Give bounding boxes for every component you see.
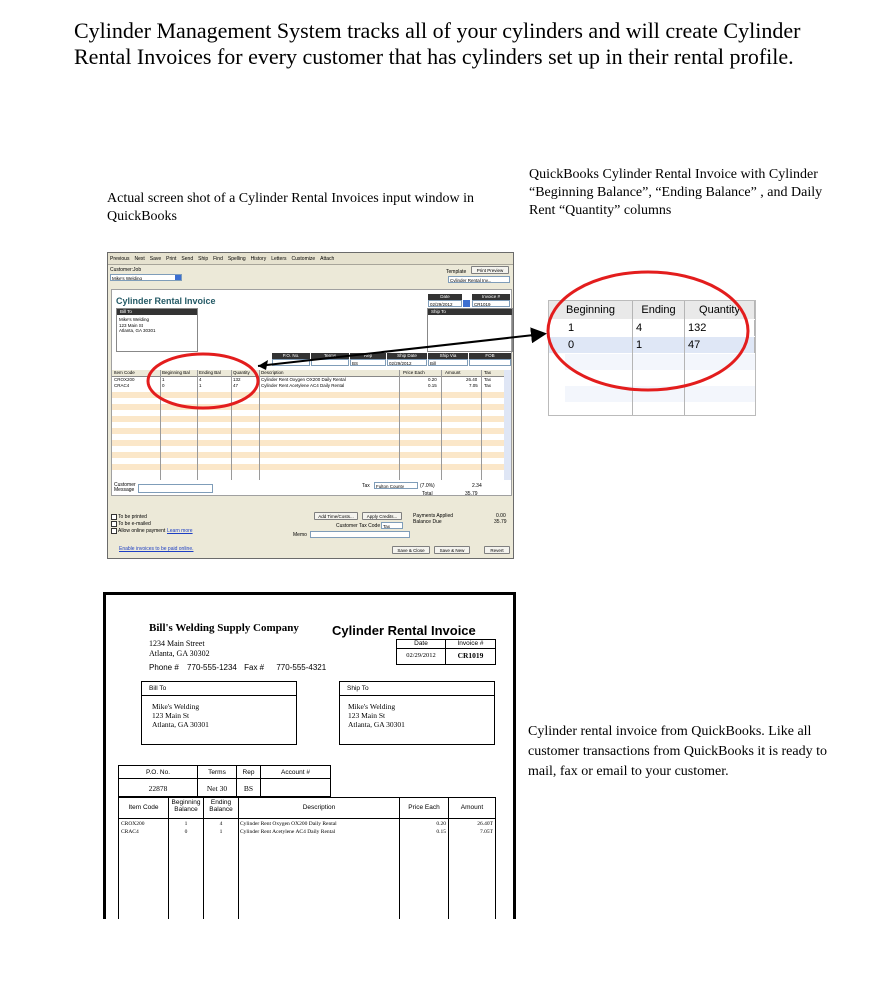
learn-more-link[interactable]: Learn more [167, 528, 193, 534]
customer-job-label: Customer:Job [110, 267, 142, 273]
customer-job-select[interactable]: Mike's Welding [110, 274, 182, 281]
bill-to-label: Bill To [149, 685, 167, 692]
total-amount: 35.79 [465, 491, 478, 497]
balance-due-label: Balance Due [413, 519, 442, 525]
grid-header: Price Each [403, 370, 425, 375]
account-header: Account # [281, 769, 310, 776]
grid-header: Quantity [233, 370, 250, 375]
tax-label: Tax [362, 483, 370, 489]
grid-header: Description [261, 370, 284, 375]
payments-applied-label: Payments Applied [413, 513, 454, 519]
printed-invoice [103, 592, 516, 919]
beginning-balance: 1 [184, 821, 188, 827]
ship-to-line: 123 Main St [348, 711, 386, 720]
toolbar-letters-button[interactable]: Letters [271, 255, 287, 262]
customer-tax-code-select[interactable]: Tax [381, 522, 403, 529]
table-row [119, 828, 495, 836]
invoice-no-field[interactable]: CR1019 [472, 300, 510, 307]
toolbar-ship-button[interactable]: Ship [198, 255, 209, 262]
tax-district-select[interactable]: Fulton County [374, 482, 418, 489]
caption-quickbooks-columns: QuickBooks Cylinder Rental Invoice with Cylinder “Beginning Balance”, “Ending Balance” , and Daily Rent “Quantity” columns [529, 167, 823, 218]
grid-header: Beginning Bal [162, 370, 190, 375]
description: Cylinder Rent Acetylene AC4 Daily Rental [261, 383, 345, 388]
payments-applied-value: 0.00 [496, 513, 506, 519]
bill-to-line: Atlanta, GA 30301 [152, 720, 209, 729]
item-code: CROX200 [121, 821, 145, 827]
zoom-header-beginning: Beginning [549, 301, 633, 319]
beginning-balance-header: Beginning Balance [171, 799, 201, 813]
description: Cylinder Rent Acetylene AC4 Daily Rental [240, 829, 336, 835]
balance-due-value: 35.79 [494, 519, 507, 525]
terms-value: Net 30 [206, 784, 228, 793]
print-preview-button[interactable]: Print Preview [471, 266, 509, 274]
headline: Cylinder Management System tracks all of your cylinders and will create Cylinder Rental Invoices for every customer that has cylinders set up in their rental profile. [74, 18, 801, 69]
highlight-ellipse-screenshot [148, 354, 258, 408]
date-invoice-box [396, 639, 496, 665]
quantity: 47 [233, 383, 239, 388]
ship-date-header: Ship Date [387, 353, 427, 359]
customer-message-label: Customer Message [114, 482, 136, 493]
grid-header: Tax [484, 370, 492, 375]
price-each: 0.20 [436, 821, 446, 827]
toolbar-attach-button[interactable]: Attach [320, 255, 335, 262]
toolbar-history-button[interactable]: History [250, 255, 267, 262]
total-label: Total [422, 491, 433, 497]
invoice-no-label: Invoice # [457, 640, 484, 647]
invoice-number: CR1019 [457, 651, 484, 660]
company-address [149, 639, 210, 659]
apply-credits-button[interactable]: Apply Credits... [362, 512, 402, 520]
items-table [118, 797, 496, 919]
company-name: Bill's Welding Supply Company [149, 622, 299, 634]
amount: 7.05 [469, 383, 478, 388]
customer-tax-code-label: Customer Tax Code [336, 523, 381, 529]
zoom-ending: 1 [633, 337, 685, 353]
fax-label: Fax # [244, 663, 265, 672]
ship-to-line: Atlanta, GA 30301 [348, 720, 405, 729]
terms-header: Terms [311, 353, 349, 359]
add-time-costs-button[interactable]: Add Time/Costs... [314, 512, 358, 520]
item-code-header: Item Code [128, 804, 159, 811]
template-label: Template [446, 269, 467, 275]
tax: Tax [484, 383, 492, 388]
fax-value: 770-555-4321 [276, 663, 327, 672]
zoom-header-quantity: Quantity [685, 301, 755, 319]
bill-to-line: Atlanta, GA 30301 [119, 328, 156, 333]
beginning-bal: 0 [162, 383, 165, 388]
rep-field[interactable]: BS [350, 359, 386, 366]
price-each: 0.15 [436, 829, 446, 835]
phone-label: Phone # [149, 663, 179, 672]
bill-to-line: Mike's Welding [119, 317, 150, 322]
toolbar-spelling-button[interactable]: Spelling [227, 255, 246, 262]
invoice-date: 02/29/2012 [406, 652, 436, 659]
date-label: Date [414, 640, 428, 647]
toolbar-print-button[interactable]: Print [166, 255, 177, 262]
amount: 26.40T [477, 821, 493, 827]
ship-to-line: Mike's Welding [348, 702, 396, 711]
toolbar-previous-button[interactable]: Previous [110, 255, 130, 262]
enable-online-link[interactable]: Enable invoices to be paid online. [119, 546, 194, 552]
zoom-header-ending: Ending [633, 301, 685, 319]
rep-header: Rep [350, 353, 386, 359]
grid-header: Ending Bal [199, 370, 221, 375]
allow-online-label: Allow online payment [118, 528, 166, 534]
toolbar-save-button[interactable]: Save [149, 255, 162, 262]
bill-to-line: Mike's Welding [152, 702, 200, 711]
form-title: Cylinder Rental Invoice [116, 296, 216, 306]
ship-date-field[interactable]: 02/29/2012 [387, 359, 427, 366]
caption-screenshot: Actual screen shot of a Cylinder Rental Invoices input window in QuickBooks [107, 191, 475, 224]
ending-bal: 1 [199, 383, 202, 388]
date-label: Date [428, 294, 462, 300]
terms-header: Terms [208, 769, 226, 776]
quantity: 132 [233, 377, 241, 382]
po-value: 22878 [148, 784, 168, 793]
address-line: Atlanta, GA 30302 [149, 649, 210, 658]
table-row [119, 820, 495, 828]
item-code: CRAC4 [114, 383, 130, 388]
rep-value: BS [243, 784, 254, 793]
rep-header: Rep [242, 769, 255, 776]
po-header: P.O. No. [145, 769, 171, 776]
bill-to-box [141, 681, 297, 745]
toolbar-next-button[interactable]: Next [134, 255, 145, 262]
fob-header: FOB [469, 353, 511, 359]
arrow-connector [258, 334, 543, 366]
toolbar-find-button[interactable]: Find [213, 255, 223, 262]
zoom-ending: 4 [633, 320, 685, 336]
to-be-printed-label: To be printed [118, 514, 147, 520]
address-line: 1234 Main Street [149, 639, 205, 648]
invoice-no-label: Invoice # [472, 294, 510, 300]
ending-balance: 4 [219, 821, 223, 827]
ending-balance-header: Ending Balance [209, 799, 233, 813]
bill-to-line: 123 Main St [152, 711, 190, 720]
zoom-beginning: 0 [565, 337, 633, 353]
memo-label: Memo [293, 532, 307, 538]
po-header: P.O. No. [272, 353, 310, 359]
caption-printed-invoice: Cylinder rental invoice from QuickBooks. Like all customer transactions from QuickBooks it is ready to mail, fax or email to your customer. [528, 724, 827, 779]
ship-to-label: Ship To [428, 309, 512, 315]
amount: 7.05T [480, 829, 493, 835]
toolbar-send-button[interactable]: Send [181, 255, 194, 262]
date-field[interactable]: 02/29/2012 [428, 300, 462, 307]
item-code: CROX200 [114, 377, 135, 382]
ship-to-box [339, 681, 495, 745]
highlight-ellipse-zoom [548, 272, 748, 390]
bill-to-line: 123 Main St [119, 322, 144, 328]
zoom-quantity: 132 [685, 320, 755, 336]
tax: Tax [484, 377, 492, 382]
toolbar-customize-button[interactable]: Customize [291, 255, 316, 262]
save-new-button[interactable]: Save & New [434, 546, 470, 554]
to-be-emailed-label: To be e-mailed [118, 521, 151, 527]
save-close-button[interactable]: Save & Close [392, 546, 430, 554]
ship-to-label: Ship To [347, 685, 369, 692]
ship-via-header: Ship Via [428, 353, 468, 359]
ship-via-field[interactable]: Bill [428, 359, 468, 366]
zoom-quantity: 47 [685, 337, 755, 353]
grid-header: Amount [445, 370, 461, 375]
ending-balance: 1 [219, 829, 223, 835]
tax-rate: (7.0%) [420, 483, 435, 489]
item-code: CRAC4 [121, 829, 139, 835]
template-select[interactable]: Cylinder Rental Inv... [448, 276, 510, 283]
bill-to-label: Bill To [117, 309, 197, 315]
grid-header: Item Code [114, 370, 135, 375]
price-each: 0.20 [428, 377, 437, 382]
company-phone-fax [149, 663, 326, 672]
beginning-balance: 0 [184, 829, 188, 835]
description: Cylinder Rent Oxygen OX200 Daily Rental [240, 821, 337, 827]
amount: 26.40 [466, 377, 478, 382]
price-each: 0.15 [428, 383, 437, 388]
revert-button[interactable]: Revert [484, 546, 510, 554]
description-header: Description [302, 804, 336, 811]
ending-bal: 4 [199, 377, 202, 382]
beginning-bal: 1 [162, 377, 165, 382]
po-terms-box [118, 765, 331, 797]
zoom-beginning: 1 [565, 320, 633, 336]
invoice-title: Cylinder Rental Invoice [332, 623, 476, 638]
price-each-header: Price Each [408, 804, 440, 811]
tax-amount: 2.34 [472, 483, 482, 489]
phone-value: 770-555-1234 [187, 663, 237, 672]
description: Cylinder Rent Oxygen OX200 Daily Rental [261, 377, 346, 382]
amount-header: Amount [460, 804, 484, 811]
